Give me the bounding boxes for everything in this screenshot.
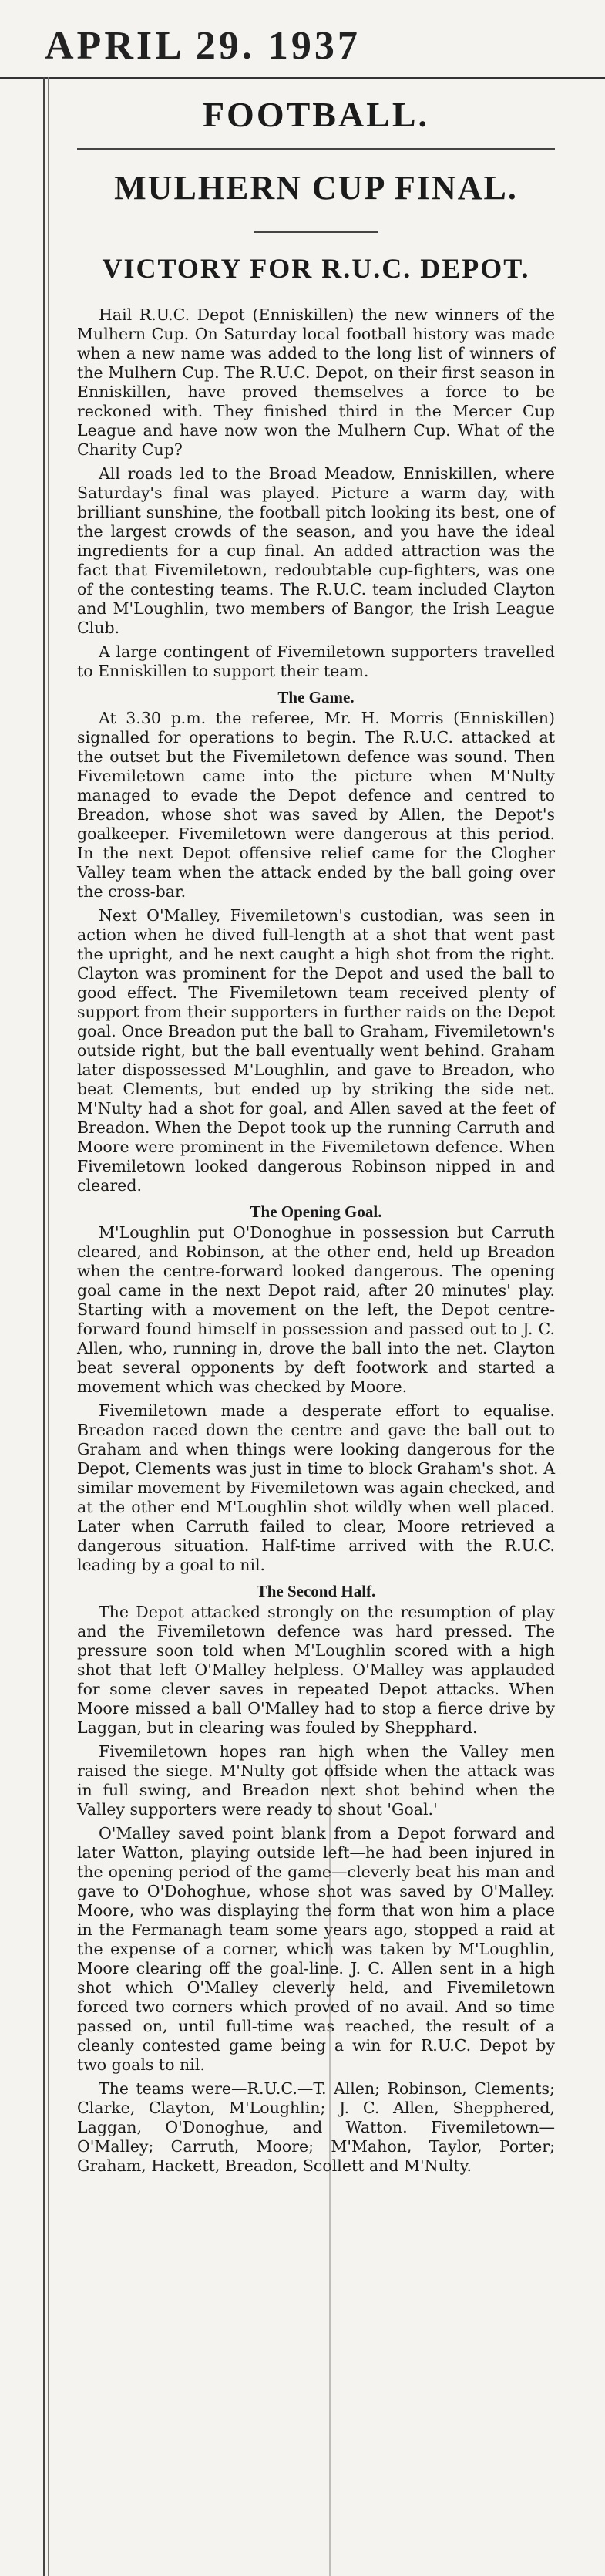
section-heading-the-game: The Game.: [277, 688, 355, 706]
opening-goal-paragraph: M'Loughlin put O'Donoghue in possession but Carruth cleared, and Robinson, at the other end, held up Breadon when the centre-forward looked dangerous. The opening goal came in the next Depot raid, after 20 minutes' play. Starting with a movement on the left, the Depot centre-forward found himself in possession and passed out to J. C. Allen, who, running in, drove the ball into the net. Clayton beat several opponents by deft footwork and started a movement which was checked by Moore.: [77, 1223, 555, 1396]
second-half-paragraph: O'Malley saved point blank from a Depot forward and later Watton, playing outside left—he had been injured in the opening period of the game—cleverly beat his man and gave to O'Dohoghue, whose shot was saved by O'Malley. Moore, who was displaying the form that won him a place in the Fermanagh team some years ago, stopped a raid at the expense of a corner, which was taken by M'Loughlin, Moore clearing off the goal-line. J. C. Allen sent in a high shot which O'Malley cleverly held, and Fivemiletown forced two corners which proved of no avail. And so time passed on, until full-time was reached, the result of a cleanly contested game being a win for R.U.C. Depot by two goals to nil.: [77, 1824, 555, 2074]
section-heading-opening-goal: The Opening Goal.: [250, 1202, 382, 1221]
article-column: [77, 91, 555, 2176]
column-rule: [43, 77, 45, 2576]
section-divider: [77, 148, 555, 150]
game-paragraph: At 3.30 p.m. the referee, Mr. H. Morris (Enniskillen) signalled for operations to begin. The R.U.C. attacked at the outset but the Fivemiletown defence was sound. Then Fivemiletown came into the picture when M'Nulty managed to evade the Depot defence and centred to Breadon, whose shot was saved by Allen, the Depot's goalkeeper. Fivemiletown were dangerous at this period. In the next Depot offensive relief came for the Clogher Valley team when the attack ended by the ball going over the cross-bar.: [77, 709, 555, 901]
second-half-paragraph: The Depot attacked strongly on the resumption of play and the Fivemiletown defence was hard pressed. The pressure soon told when M'Loughlin scored with a high shot that left O'Malley helpless. O'Malley was applauded for some clever saves in repeated Depot attacks. When Moore missed a ball O'Malley had to stop a fierce drive by Laggan, but in clearing was fouled by Shepphard.: [77, 1603, 555, 1737]
headline-divider: [254, 231, 378, 233]
second-half-paragraph: Fivemiletown hopes ran high when the Valley men raised the siege. M'Nulty got offside when the attack was in full swing, and Breadon next shot behind when the Valley supporters were ready to shout 'Goal.': [77, 1742, 555, 1819]
paper-fold-crease: [329, 1758, 331, 2576]
opening-goal-paragraph: Fivemiletown made a desperate effort to equalise. Breadon raced down the centre and gave the ball out to Graham and when things were looking dangerous for the Depot, Clements was just in time to block Graham's shot. A similar movement by Fivemiletown was again checked, and at the other end M'Loughlin shot wildly when well placed. Later when Carruth failed to clear, Moore retrieved a dangerous situation. Half-time arrived with the R.U.C. leading by a goal to nil.: [77, 1401, 555, 1574]
intro-paragraph: A large contingent of Fivemiletown supporters travelled to Enniskillen to support their team.: [77, 642, 555, 680]
intro-paragraph: Hail R.U.C. Depot (Enniskillen) the new winners of the Mulhern Cup. On Saturday local football history was made when a new name was added to the long list of winners of the Mulhern Cup. The R.U.C. Depot, on their first season in Enniskillen, have proved themselves a force to be reckoned with. They finished third in the Mercer Cup League and have now won the Mulhern Cup. What of the Charity Cup?: [77, 305, 555, 459]
column-rule-thin: [48, 77, 49, 2576]
teams-paragraph: The teams were—R.U.C.—T. Allen; Robinson, Clements; Clarke, Clayton, M'Loughlin; J. C. Allen, Shepphered, Laggan, O'Donoghue, and Watton. Fivemiletown—O'Malley; Carruth, Moore; M'Mahon, Taylor, Porter; Graham, Hackett, Breadon, Scollett and M'Nulty.: [77, 2079, 555, 2175]
masthead-rule: [0, 77, 605, 79]
article-headline: MULHERN CUP FINAL.: [114, 169, 518, 207]
section-heading-second-half: The Second Half.: [256, 1582, 376, 1600]
section-title: FOOTBALL.: [202, 95, 430, 134]
article-body: [77, 305, 555, 2176]
article-subheadline: VICTORY FOR R.U.C. DEPOT.: [102, 253, 530, 284]
intro-paragraph: All roads led to the Broad Meadow, Enniskillen, where Saturday's final was played. Picture a warm day, with brilliant sunshine, the football pitch looking its best, one of the largest crowds of the season, and you have the ideal ingredients for a cup final. An added attraction was the fact that Fivemiletown, redoubtable cup-fighters, was one of the contesting teams. The R.U.C. team included Clayton and M'Loughlin, two members of Bangor, the Irish League Club.: [77, 464, 555, 637]
game-paragraph: Next O'Malley, Fivemiletown's custodian, was seen in action when he dived full-length at a shot that went past the upright, and he next caught a high shot from the right. Clayton was prominent for the Depot and used the ball to good effect. The Fivemiletown team received plenty of support from their supporters in further raids on the Depot goal. Once Breadon put the ball to Graham, Fivemiletown's outside right, but the ball eventually went behind. Graham later dispossessed M'Loughlin, and gave to Breadon, who beat Clements, but ended up by striking the side net. M'Nulty had a shot for goal, and Allen saved at the feet of Breadon. When the Depot took up the running Carruth and Moore were prominent in the Fivemiletown defence. When Fivemiletown looked dangerous Robinson nipped in and cleared.: [77, 906, 555, 1195]
issue-date: APRIL 29. 1937: [45, 24, 361, 68]
